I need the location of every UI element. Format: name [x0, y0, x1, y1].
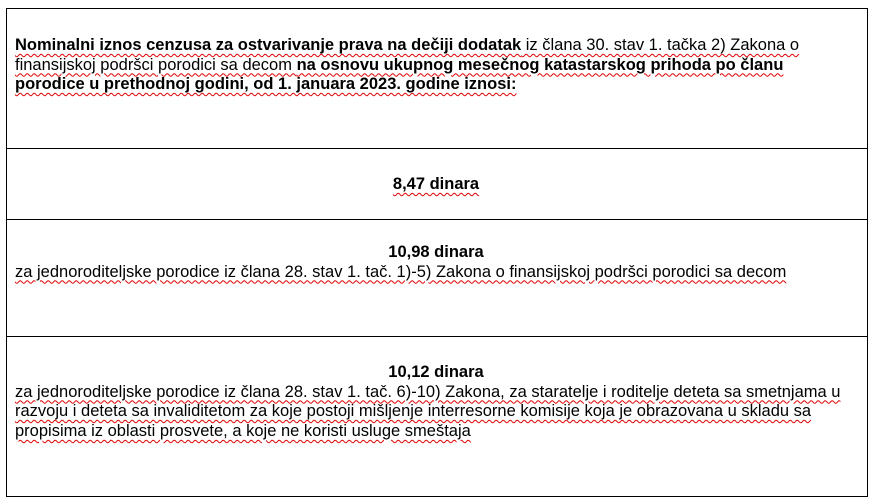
amount-description: za jednoroditeljske porodice iz člana 28. stav 1. tač. 6)-10) Zakona, za staratelje i roditelje deteta sa smetnjama u razvoju i deteta sa invaliditetom za koje postoji mišljenje interresorne komisije koja je obrazovana u skladu sa propisima iz oblasti prosvete, a koje ne koristi usluge smeštaja [15, 382, 841, 440]
amount-description: za jednoroditeljske porodice iz člana 28. stav 1. tač. 1)-5) Zakona o finansijskoj podršci porodici sa decom [15, 262, 787, 281]
amount-value: 8,47 dinara [392, 175, 480, 193]
table-row [7, 337, 868, 497]
header-bold-part-1: Nominalni iznos cenzusa za ostvarivanje prava na dečiji dodatak [15, 36, 522, 54]
table-row [7, 149, 868, 220]
header-normal-part: iz člana 30. stav 1. tačka 2) Zakona o finansijskoj podršci porodici sa decom [15, 36, 800, 74]
amount-cell [7, 337, 868, 497]
amount-cell [7, 149, 868, 220]
table-header-row [7, 9, 868, 149]
census-table [6, 8, 868, 497]
header-bold-part-2: na osnovu ukupnog mesečnog katastarskog prihoda po članu porodice u prethodnoj godini, od 1. januara 2023. godine iznosi: [15, 55, 784, 94]
amount-cell [7, 220, 868, 337]
amount-value: 10,12 dinara [388, 363, 484, 381]
table-row [7, 220, 868, 337]
header-cell [7, 9, 868, 149]
amount-value: 10,98 dinara [388, 243, 484, 261]
